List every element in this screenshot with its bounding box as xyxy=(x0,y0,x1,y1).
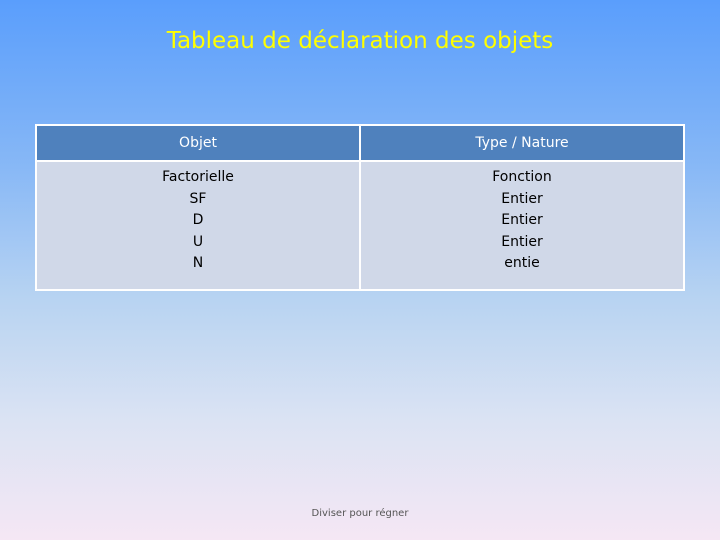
objet-type: Fonction xyxy=(492,169,552,185)
header-type-nature: Type / Nature xyxy=(360,125,684,161)
header-objet: Objet xyxy=(36,125,360,161)
objet-cell xyxy=(36,161,360,290)
slide-footer: Diviser pour régner xyxy=(311,508,409,519)
objet-name: Factorielle xyxy=(162,169,234,185)
objet-name: SF xyxy=(189,190,207,207)
objet-name: D xyxy=(192,212,204,228)
type-cell xyxy=(360,161,684,290)
objet-type: Entier xyxy=(501,233,543,250)
objet-type: Entier xyxy=(501,190,543,207)
objet-type: entie xyxy=(504,255,540,271)
objet-name: N xyxy=(192,255,204,271)
table-header-row xyxy=(36,125,684,161)
table-row xyxy=(36,161,684,290)
declaration-table xyxy=(35,124,685,291)
objet-type: Entier xyxy=(501,212,543,228)
objet-name: U xyxy=(192,233,204,250)
slide-title: Tableau de déclaration des objets xyxy=(166,28,554,54)
